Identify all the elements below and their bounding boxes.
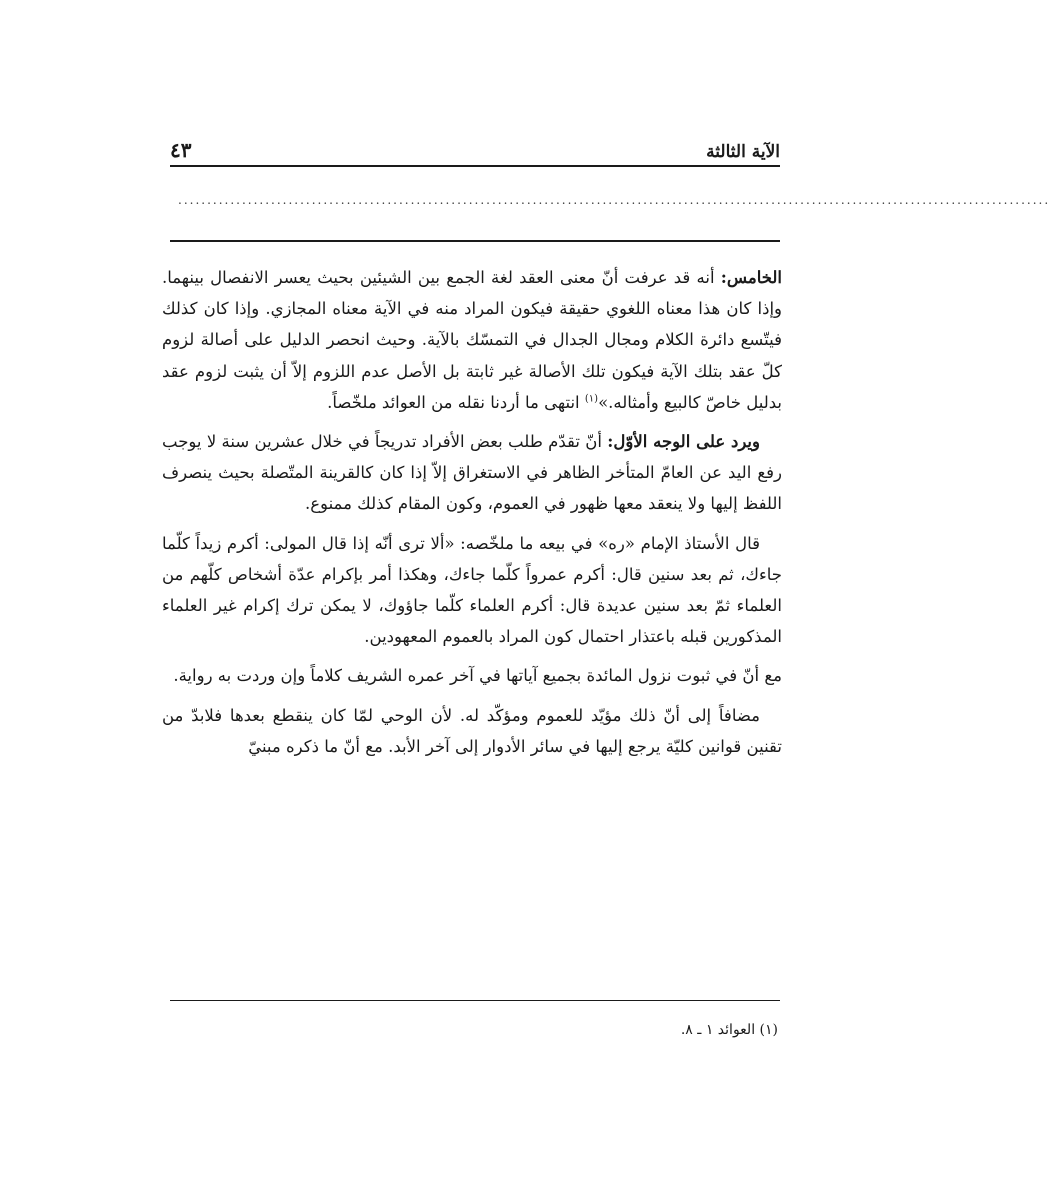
footnote: (١) العوائد ١ ـ ٨. (680, 1022, 778, 1038)
paragraph-2-text: أنّ تقدّم طلب بعض الأفراد تدريجاً في خلال عشرين سنة لا يوجب رفع اليد عن العامّ المتأخر الظاهر في الاستغراق إلاّ إذا كان كالقرينة المتّصلة بحيث ينصرف اللفظ إليها ولا ينعقد معها ظهور في العموم، وكون المقام كذلك ممنوع. (162, 432, 782, 514)
paragraph-5-text: مضافاً إلى أنّ ذلك مؤيّد للعموم ومؤكّد له. لأن الوحي لمّا كان ينقطع بعدها فلابدّ من تقنين قوانين كليّة يرجع إليها في سائر الأدوار إلى آخر الأبد. مع أنّ ما ذكره مبنيّ (162, 705, 782, 756)
section-rule (170, 240, 780, 242)
running-title: الآية الثالثة (706, 142, 780, 162)
paragraph-3-text: قال الأستاذ الإمام «ره» في بيعه ما ملخّصه: «ألا ترى أنّه إذا قال المولى: أكرم زيداً كلّما جاءك، ثم بعد سنين قال: أكرم عمرواً كلّما جاءك، وهكذا أمر بإكرام عدّة أشخاص كلّهم من العلماء ثمّ بعد سنين عديدة قال: أكرم العلماء كلّما جاؤوك، لا يمكن ترك إكرام غير العلماء المذكورين قبله باعتذار احتمال كون المراد بالعموم المعهودين. (162, 533, 782, 647)
paragraph-1-text: أنه قد عرفت أنّ معنى العقد لغة الجمع بين الشيئين بحيث يعسر الانفصال بينهما. وإذا كان هذا معناه اللغوي حقيقة فيكون المراد منه في الآية معناه المجازي. وإذا كان كذلك فيتّسع دائرة الكلام ومجال الجدال في التمسّك بالآية. وحيث انحصر الدليل على أصالة لزوم كلّ عقد بتلك الآية فيكون تلك الأصالة غير ثابتة بل الأصل عدم اللزوم إلاّ أن يثبت لزوم عقد بدليل خاصّ كالبيع وأمثاله.» (162, 268, 782, 412)
page-number: ٤٣ (170, 138, 192, 162)
paragraph-2-lead: ويرد على الوجه الأوّل: (607, 432, 760, 452)
header-rule (170, 165, 780, 167)
paragraph-1-tail: انتهى ما أردنا نقله من العوائد ملخّصاً. (327, 392, 585, 412)
paragraph-5 (162, 700, 782, 762)
paragraph-3 (162, 528, 782, 653)
paragraph-2 (162, 426, 782, 520)
paragraph-1-lead: الخامس: (720, 268, 782, 287)
paragraph-4-text: مع أنّ في ثبوت نزول المائدة بجميع آياتها في آخر عمره الشريف كلاماً وإن وردت به رواية. (173, 666, 782, 686)
footnote-rule (170, 1000, 780, 1001)
body-text (162, 262, 782, 770)
paragraph-4 (162, 660, 782, 691)
dotted-separator: ...................................................................................................................................................... (178, 193, 1050, 207)
footnote-reference: (١) (584, 393, 599, 405)
paragraph-1 (162, 262, 782, 418)
page-header (170, 130, 780, 162)
